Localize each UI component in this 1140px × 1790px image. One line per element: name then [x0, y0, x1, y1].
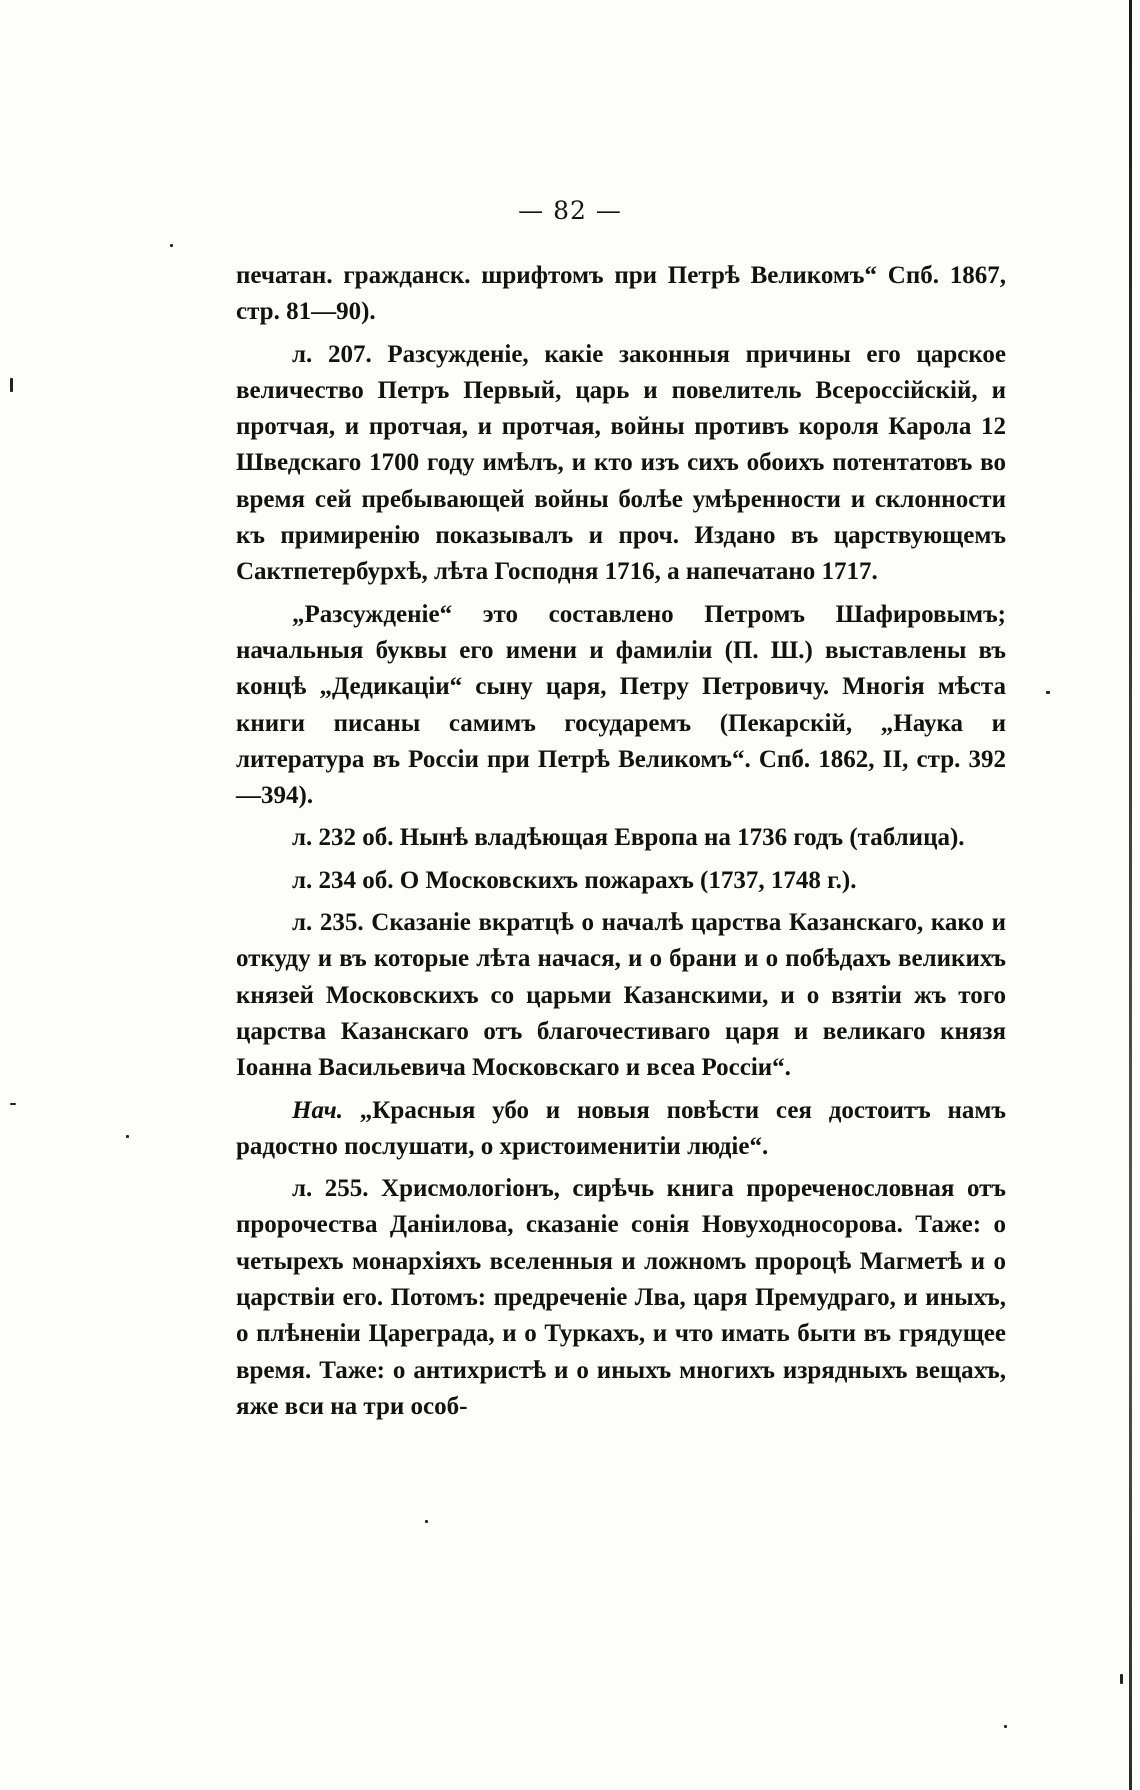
scan-speck [1004, 1725, 1007, 1728]
incipit-text: „Красныя убо и новыя повѣсти сея достоитъ намъ радостно послушати, о христоименитіи людіе“. [236, 1096, 1006, 1160]
body-text [236, 258, 1006, 1425]
scan-speck [1046, 691, 1050, 694]
scan-speck [10, 378, 13, 392]
scan-speck [10, 1103, 16, 1105]
page-number: — 82 — [518, 196, 622, 225]
paragraph-entry-232: л. 232 об. Нынѣ владѣющая Европа на 1736 годъ (таблица). [292, 824, 965, 852]
paragraph-commentary: „Разсужденіе“ это составлено Петромъ Шафировымъ; начальныя буквы его имени и фамиліи (П. Ш.) выставлены въ концѣ „Дедикаціи“ сыну царя, Петру Петровичу. Многія мѣста книги писаны самимъ государемъ (Пекарскій, „Наука и литература въ Россіи при Петрѣ Великомъ“. Спб. 1862, II, стр. 392—394). [236, 600, 1006, 810]
paragraph-continuation: печатан. гражданск. шрифтомъ при Петрѣ Великомъ“ Спб. 1867, стр. 81—90). [236, 262, 1006, 326]
paragraph-entry-234: л. 234 об. О Московскихъ пожарахъ (1737, 1748 г.). [292, 866, 857, 894]
paragraph-entry-255: л. 255. Хрисмологіонъ, сирѣчь книга прореченословная отъ пророчества Даніилова, сказаніе сонія Новуходносорова. Таже: о четырехъ монархіяхъ вселенныя и ложномъ пророцѣ Магметѣ и о царствіи его. Потомъ: предреченіе Лва, царя Премудраго, и иныхъ, о плѣненіи Цареграда, и о Туркахъ, и что имать быти въ грядущее время. Таже: о антихристѣ и о иныхъ многихъ изрядныхъ вещахъ, яже вси на три особ- [236, 1175, 1006, 1420]
scan-speck [425, 1520, 428, 1523]
paragraph-incipit [236, 1093, 1006, 1166]
scan-speck [1120, 1674, 1123, 1684]
paragraph-entry-235: л. 235. Сказаніе вкратцѣ о началѣ царства Казанскаго, како и откуду и въ которые лѣта начася, и о брани и о побѣдахъ великихъ князей Московскихъ со царьми Казанскими, и о взятіи жъ того царства Казанскаго отъ благочестиваго царя и великаго князя Іоанна Васильевича Московскаго и всеа Россіи“. [236, 909, 1006, 1082]
paragraph-entry-207: л. 207. Разсужденіе, какіе законныя причины его царское величество Петръ Первый, царь и повелитель Всероссійскій, и протчая, и протчая, и протчая, войны противъ короля Карола 12 Шведскаго 1700 году имѣлъ, и кто изъ сихъ обоихъ потентатовъ во время сей пребывающей войны болѣе умѣренности и склонности къ примиренію показывалъ и проч. Издано въ царствующемъ Сактпетербурхѣ, лѣта Господня 1716, а напечатано 1717. [236, 340, 1006, 586]
page-edge-shadow [1129, 0, 1132, 1790]
scan-speck [170, 244, 173, 247]
scan-speck [126, 1135, 129, 1138]
incipit-label: Нач. [292, 1096, 343, 1124]
